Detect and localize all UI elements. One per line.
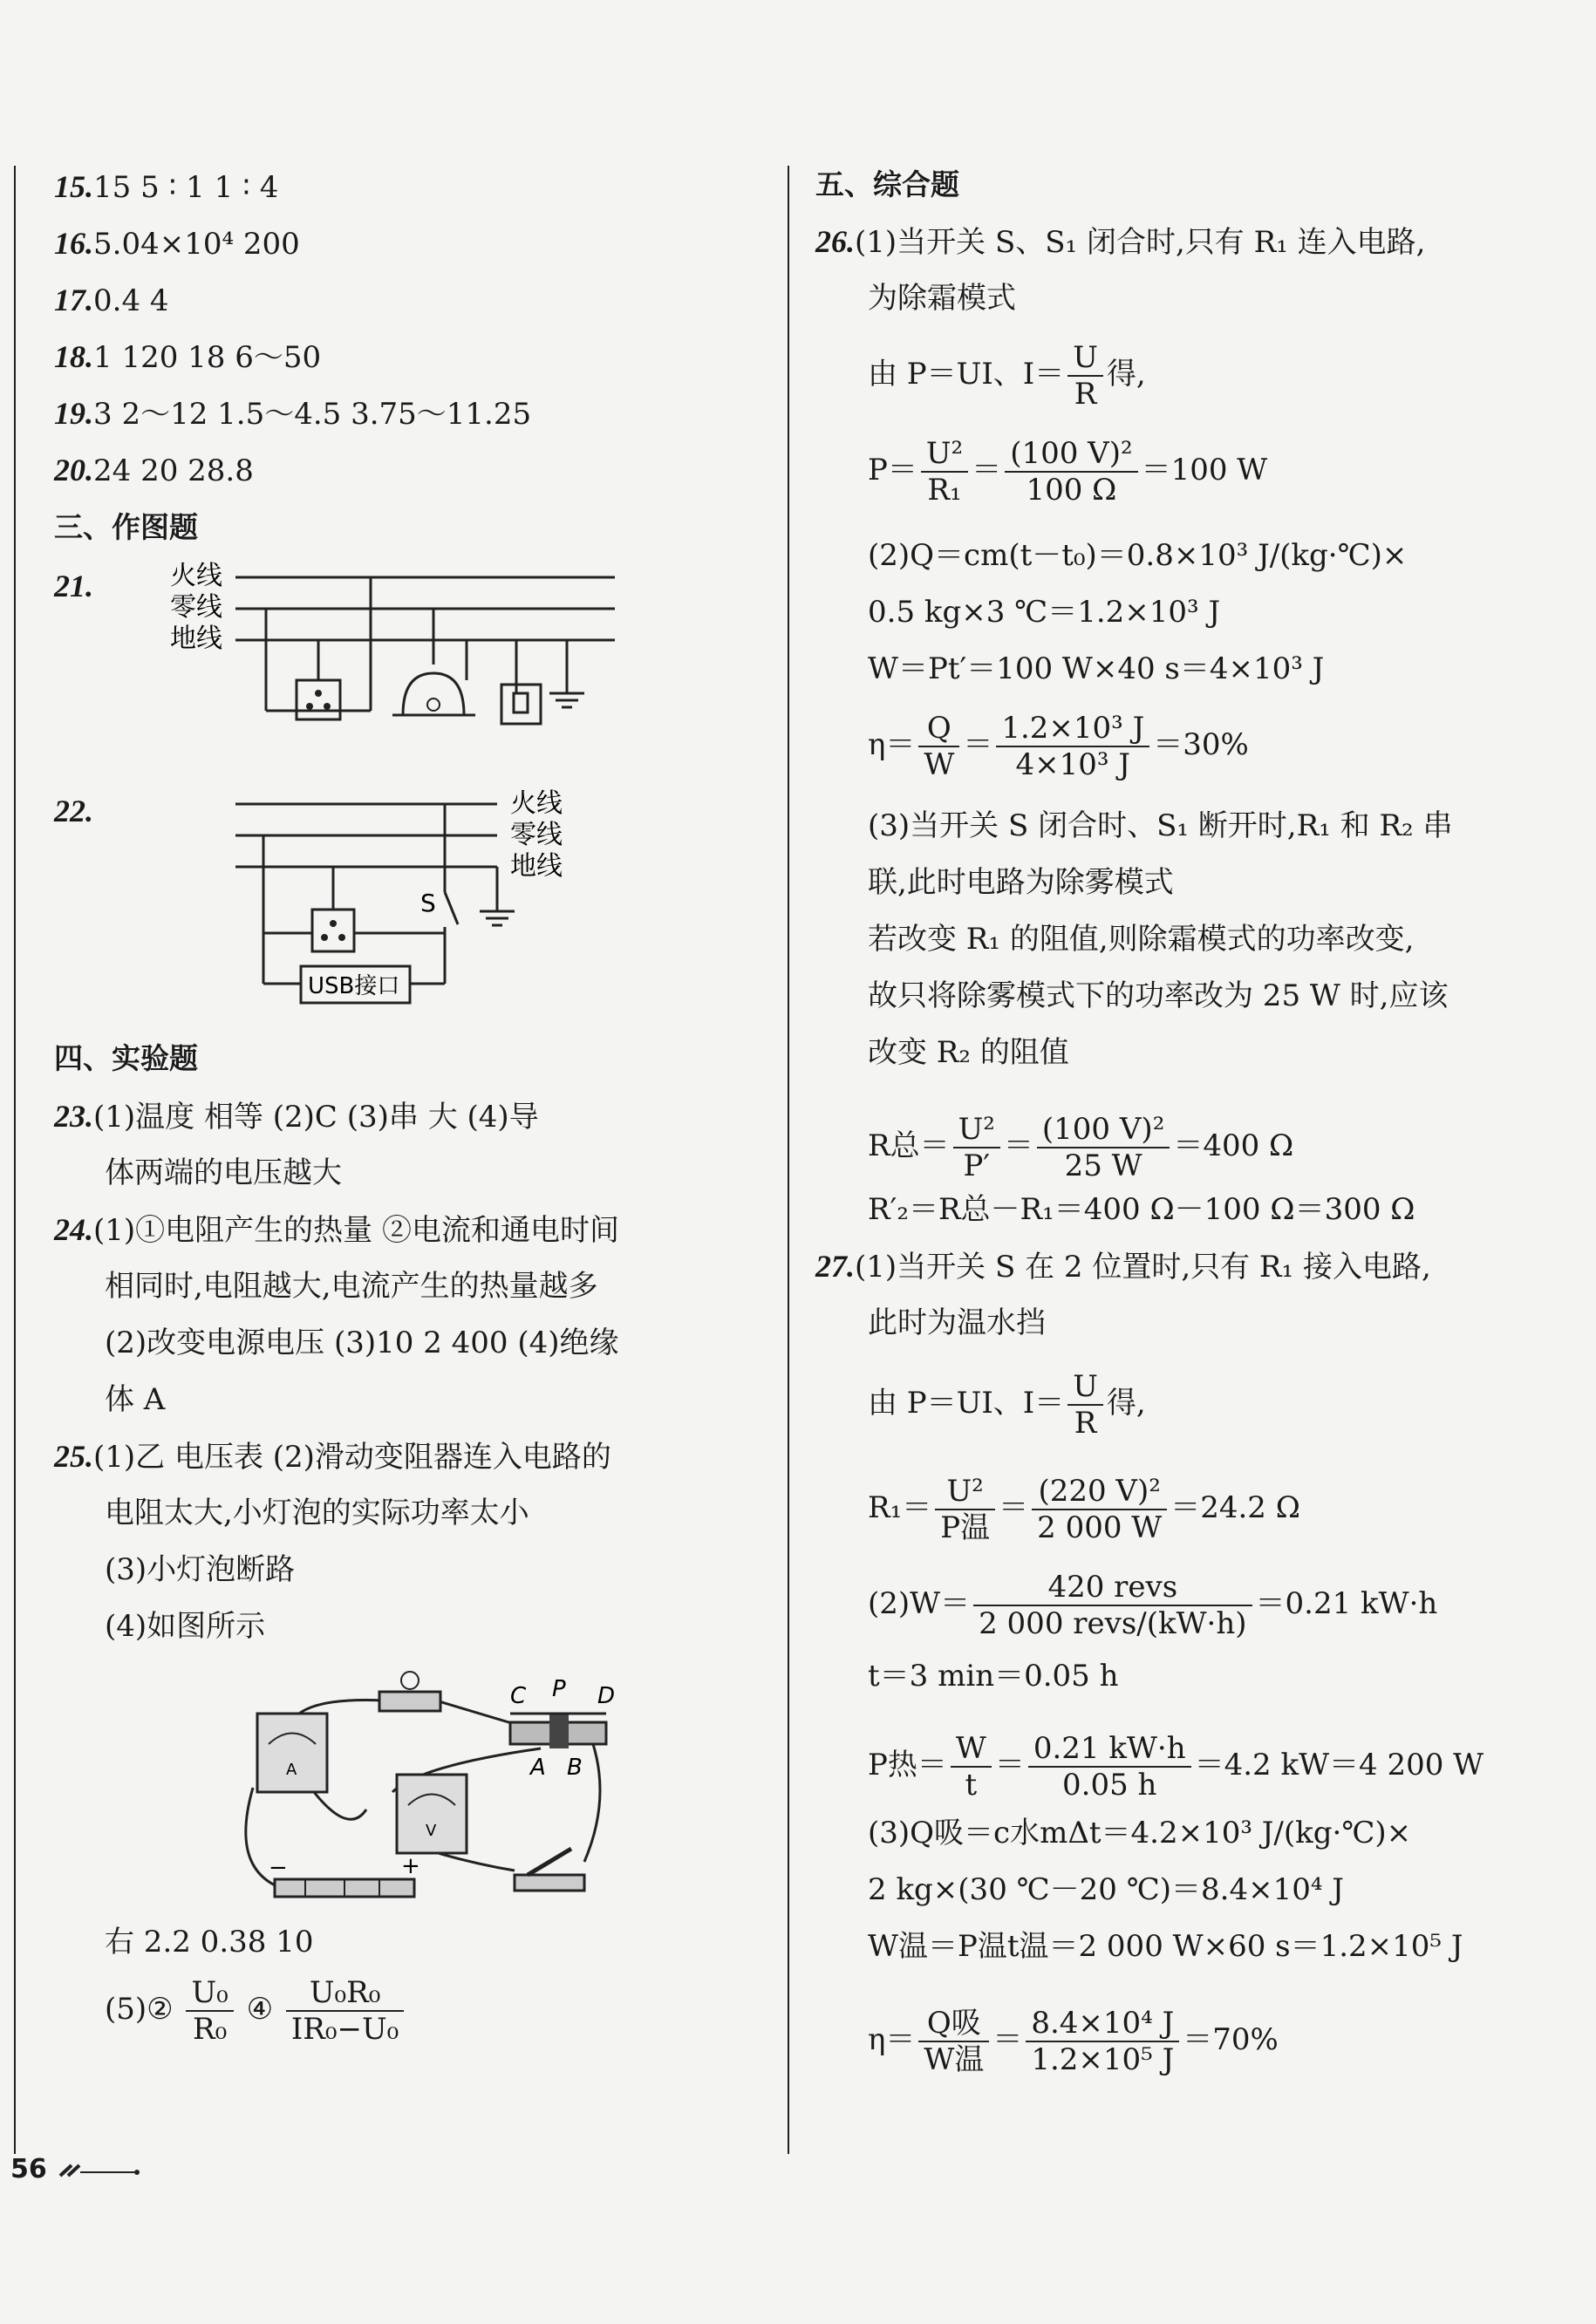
answer-text: (1)①电阻产生的热量 ②电流和通电时间: [93, 1213, 619, 1248]
answer-24-line4: 体 A: [105, 1382, 166, 1417]
answer-27-line1: [815, 1247, 1431, 1286]
experiment-circuit-diagram: [227, 1661, 628, 1914]
answer-23-line2: 体两端的电压越大: [105, 1155, 342, 1190]
ammeter-icon: [257, 1714, 327, 1792]
rheostat-icon: [510, 1714, 606, 1748]
denominator: 100 Ω: [1026, 473, 1117, 508]
fraction: [1032, 1474, 1167, 1545]
answer-text: η＝: [868, 2022, 916, 2057]
fraction: [918, 711, 959, 782]
live-wire-label: 火线: [170, 561, 222, 591]
answer-24-line3: (2)改变电源电压 (3)10 2 400 (4)绝缘: [105, 1326, 619, 1360]
answer-18: [54, 337, 321, 377]
section-heading-comprehensive: 五、综合题: [815, 167, 959, 201]
numerator: 8.4×10⁴ J: [1026, 2006, 1179, 2042]
question-number: 15.: [54, 169, 93, 204]
answer-26-line10: 联,此时电路为除雾模式: [868, 865, 1174, 900]
answer-text: ＝: [999, 1490, 1029, 1525]
denominator: P′: [963, 1148, 991, 1183]
fraction: [921, 436, 968, 508]
terminal-d-label: D: [597, 1683, 616, 1709]
answer-27-line3: [868, 1369, 1146, 1441]
answer-text: ＝4.2 kW＝4 200 W: [1194, 1748, 1484, 1782]
numerator: U: [1067, 340, 1103, 377]
usb-port-label: USB接口: [308, 973, 400, 999]
answer-27-line9: 2 kg×(30 ℃－20 ℃)＝8.4×10⁴ J: [868, 1872, 1344, 1907]
answer-26-line12: 故只将除雾模式下的功率改为 25 W 时,应该: [868, 978, 1449, 1013]
fraction: [1037, 1112, 1170, 1183]
answer-27-line6: t＝3 min＝0.05 h: [868, 1659, 1119, 1694]
answer-text: ＝400 Ω: [1173, 1128, 1294, 1163]
numerator: Q: [918, 711, 959, 747]
answer-text: 由 P＝UI、I＝: [868, 1386, 1065, 1421]
answer-26-line15: R′₂＝R总－R₁＝400 Ω－100 Ω＝300 Ω: [868, 1192, 1415, 1227]
denominator: IR₀−U₀: [290, 2012, 399, 2047]
question-number: 26.: [815, 224, 855, 259]
answer-25-line2: 电阻太大,小灯泡的实际功率太小: [105, 1496, 529, 1530]
numerator: W: [951, 1731, 992, 1768]
answer-25-line3: (3)小灯泡断路: [105, 1552, 296, 1587]
answer-17: [54, 281, 169, 320]
answer-27-line8: (3)Q吸＝c水mΔt＝4.2×10³ J/(kg·℃)×: [868, 1816, 1412, 1850]
answer-text: ④: [246, 1992, 274, 2027]
answer-27-line2: 此时为温水挡: [868, 1305, 1046, 1340]
answer-text: 1 120 18 6～50: [93, 340, 322, 375]
denominator: t: [965, 1768, 978, 1803]
bulb-icon: [379, 1672, 440, 1711]
answer-text: 由 P＝UI、I＝: [868, 357, 1065, 392]
ground-wire-label: 地线: [510, 851, 563, 882]
denominator: R: [1074, 377, 1097, 412]
question-21-number: [54, 567, 93, 606]
answer-25-line1: [54, 1437, 611, 1476]
fraction: [918, 2006, 989, 2077]
page-number-text: 56: [10, 2154, 47, 2184]
numerator: 420 revs: [973, 1570, 1252, 1606]
numerator: U₀: [186, 1975, 233, 2012]
numerator: Q吸: [918, 2006, 989, 2042]
denominator: 2 000 revs/(kW·h): [979, 1606, 1247, 1641]
fraction: [1026, 2006, 1179, 2077]
terminal-b-label: B: [567, 1755, 583, 1781]
answer-26-line11: 若改变 R₁ 的阻值,则除霜模式的功率改变,: [868, 922, 1415, 957]
answer-27-line11: [868, 2006, 1279, 2077]
answer-24-line2: 相同时,电阻越大,电流产生的热量越多: [105, 1269, 598, 1304]
numerator: (220 V)²: [1032, 1474, 1167, 1510]
answer-text: ＝: [994, 1748, 1025, 1782]
denominator: 2 000 W: [1037, 1510, 1163, 1545]
denominator: W温: [924, 2042, 985, 2077]
answer-text: 得,: [1106, 1386, 1146, 1421]
answer-text: (1)乙 电压表 (2)滑动变阻器连入电路的: [93, 1440, 611, 1475]
answer-26-line4: [868, 436, 1267, 508]
answer-20: [54, 451, 254, 490]
answer-text: ＝30%: [1153, 727, 1249, 762]
neutral-wire-label: 零线: [170, 592, 222, 623]
switch-icon: [515, 1849, 584, 1891]
answer-26-line6: 0.5 kg×3 ℃＝1.2×10³ J: [868, 595, 1221, 630]
neutral-wire-label: 零线: [510, 820, 563, 850]
page-number: [10, 2154, 143, 2184]
three-pin-socket-icon: [306, 690, 331, 710]
lamp-icon: [427, 699, 440, 711]
fraction: [1067, 340, 1103, 412]
numerator: 1.2×10³ J: [996, 711, 1149, 747]
answer-25-line4: (4)如图所示: [105, 1609, 266, 1644]
answer-text: 0.4 4: [93, 283, 169, 318]
answer-text: (1)当开关 S、S₁ 闭合时,只有 R₁ 连入电路,: [855, 225, 1426, 260]
answer-25-result: 右 2.2 0.38 10: [105, 1925, 314, 1959]
denominator: 25 W: [1064, 1148, 1142, 1183]
answer-26-line3: [868, 340, 1146, 412]
answer-text: P热＝: [868, 1748, 947, 1782]
fraction: [186, 1975, 233, 2047]
answer-25-formulas: [105, 1975, 407, 2047]
answer-26-line14: [868, 1112, 1293, 1183]
denominator: 1.2×10⁵ J: [1031, 2042, 1175, 2077]
column-divider: [788, 166, 789, 2154]
answer-27-line7: [868, 1731, 1483, 1803]
fraction: [1028, 1731, 1191, 1803]
answer-text: ＝0.21 kW·h: [1255, 1586, 1438, 1621]
fraction: [996, 711, 1149, 782]
answer-text: 24 20 28.8: [93, 453, 254, 488]
fraction: [953, 1112, 1000, 1183]
answer-24-line1: [54, 1210, 619, 1250]
answer-text: R总＝: [868, 1128, 950, 1163]
answer-text: ＝24.2 Ω: [1170, 1490, 1300, 1525]
page-ornament-icon: [56, 2162, 143, 2179]
numerator: (100 V)²: [1037, 1112, 1170, 1148]
question-number: 24.: [54, 1212, 93, 1247]
answer-text: 得,: [1106, 357, 1146, 392]
numerator: U₀R₀: [286, 1975, 404, 2012]
fraction: [1067, 1369, 1103, 1441]
denominator: W: [924, 747, 955, 782]
answer-16: [54, 224, 300, 263]
question-number: 20.: [54, 453, 93, 487]
section-heading-experiment: 四、实验题: [54, 1041, 198, 1075]
question-22-number: [54, 792, 93, 831]
answer-23-line1: [54, 1097, 539, 1136]
answer-26-line13: 改变 R₂ 的阻值: [868, 1035, 1069, 1070]
answer-27-line10: W温＝P温t温＝2 000 W×60 s＝1.2×10⁵ J: [868, 1929, 1463, 1964]
denominator: 0.05 h: [1062, 1768, 1157, 1803]
answer-26-line8: [868, 711, 1249, 782]
answer-text: P＝: [868, 453, 917, 487]
denominator: R₁: [927, 473, 962, 508]
answer-text: ＝: [963, 727, 993, 762]
fuse-icon: [514, 693, 528, 712]
answer-15: [54, 167, 278, 207]
question-number: 16.: [54, 226, 93, 261]
question-number: 25.: [54, 1439, 93, 1474]
wiring-diagram-22: [218, 780, 584, 1025]
question-number: 23.: [54, 1099, 93, 1134]
switch-label: S: [420, 889, 436, 917]
battery-minus-label: −: [269, 1855, 288, 1881]
question-number: 21.: [54, 569, 93, 603]
numerator: U: [1067, 1369, 1103, 1406]
answer-26-line2: 为除霜模式: [868, 281, 1016, 316]
voltmeter-label: V: [426, 1822, 437, 1840]
answer-26-line7: W＝Pt′＝100 W×40 s＝4×10³ J: [868, 651, 1325, 686]
answer-text: R₁＝: [868, 1490, 932, 1525]
denominator: P温: [940, 1510, 991, 1545]
answer-text: ＝: [992, 2022, 1023, 2057]
question-number: 19.: [54, 396, 93, 431]
fraction: [935, 1474, 995, 1545]
answer-text: 3 2～12 1.5～4.5 3.75～11.25: [93, 397, 532, 432]
denominator: 4×10³ J: [1015, 747, 1130, 782]
question-number: 18.: [54, 339, 93, 374]
numerator: U²: [935, 1474, 995, 1510]
section-heading-drawing: 三、作图题: [54, 510, 198, 544]
terminal-a-label: A: [530, 1755, 546, 1781]
wiring-diagram-21: [157, 558, 645, 741]
fraction: [951, 1731, 992, 1803]
fraction: [1005, 436, 1137, 508]
slider-p-label: P: [552, 1676, 566, 1702]
left-margin-rule: [14, 166, 16, 2154]
answer-text: η＝: [868, 727, 916, 762]
answer-text: (1)当开关 S 在 2 位置时,只有 R₁ 接入电路,: [855, 1250, 1431, 1285]
answer-27-line4: [868, 1474, 1300, 1545]
answer-text: (2)W＝: [868, 1586, 971, 1621]
answer-text: (5)②: [105, 1992, 174, 2027]
ground-wire-label: 地线: [170, 624, 222, 654]
answer-text: 5.04×10⁴ 200: [93, 227, 300, 262]
battery-icon: [275, 1879, 414, 1897]
answer-text: ＝70%: [1183, 2022, 1279, 2057]
voltmeter-icon: [397, 1775, 467, 1853]
battery-plus-label: +: [401, 1853, 420, 1879]
denominator: R₀: [193, 2012, 228, 2047]
ammeter-label: A: [286, 1761, 297, 1779]
question-number: 27.: [815, 1249, 855, 1284]
answer-26-line9: (3)当开关 S 闭合时、S₁ 断开时,R₁ 和 R₂ 串: [868, 808, 1453, 843]
three-pin-socket-icon: [321, 920, 345, 941]
answer-19: [54, 394, 531, 433]
fraction: [286, 1975, 404, 2047]
answer-27-line5: [868, 1570, 1437, 1641]
terminal-c-label: C: [510, 1683, 527, 1709]
question-number: 17.: [54, 283, 93, 317]
answer-text: ＝: [972, 453, 1002, 487]
numerator: 0.21 kW·h: [1028, 1731, 1191, 1768]
numerator: (100 V)²: [1005, 436, 1137, 473]
live-wire-label: 火线: [510, 788, 563, 819]
numerator: U²: [921, 436, 968, 473]
answer-text: ＝100 W: [1141, 453, 1268, 487]
answer-26-line1: [815, 222, 1425, 262]
answer-text: ＝: [1003, 1128, 1033, 1163]
answer-text: 15 5 ∶ 1 1 ∶ 4: [93, 170, 279, 205]
answer-26-line5: (2)Q＝cm(t－t₀)＝0.8×10³ J/(kg·℃)×: [868, 538, 1408, 573]
question-number: 22.: [54, 794, 93, 828]
fraction: [973, 1570, 1252, 1641]
numerator: U²: [953, 1112, 1000, 1148]
answer-text: (1)温度 相等 (2)C (3)串 大 (4)导: [93, 1100, 539, 1135]
denominator: R: [1074, 1406, 1097, 1441]
